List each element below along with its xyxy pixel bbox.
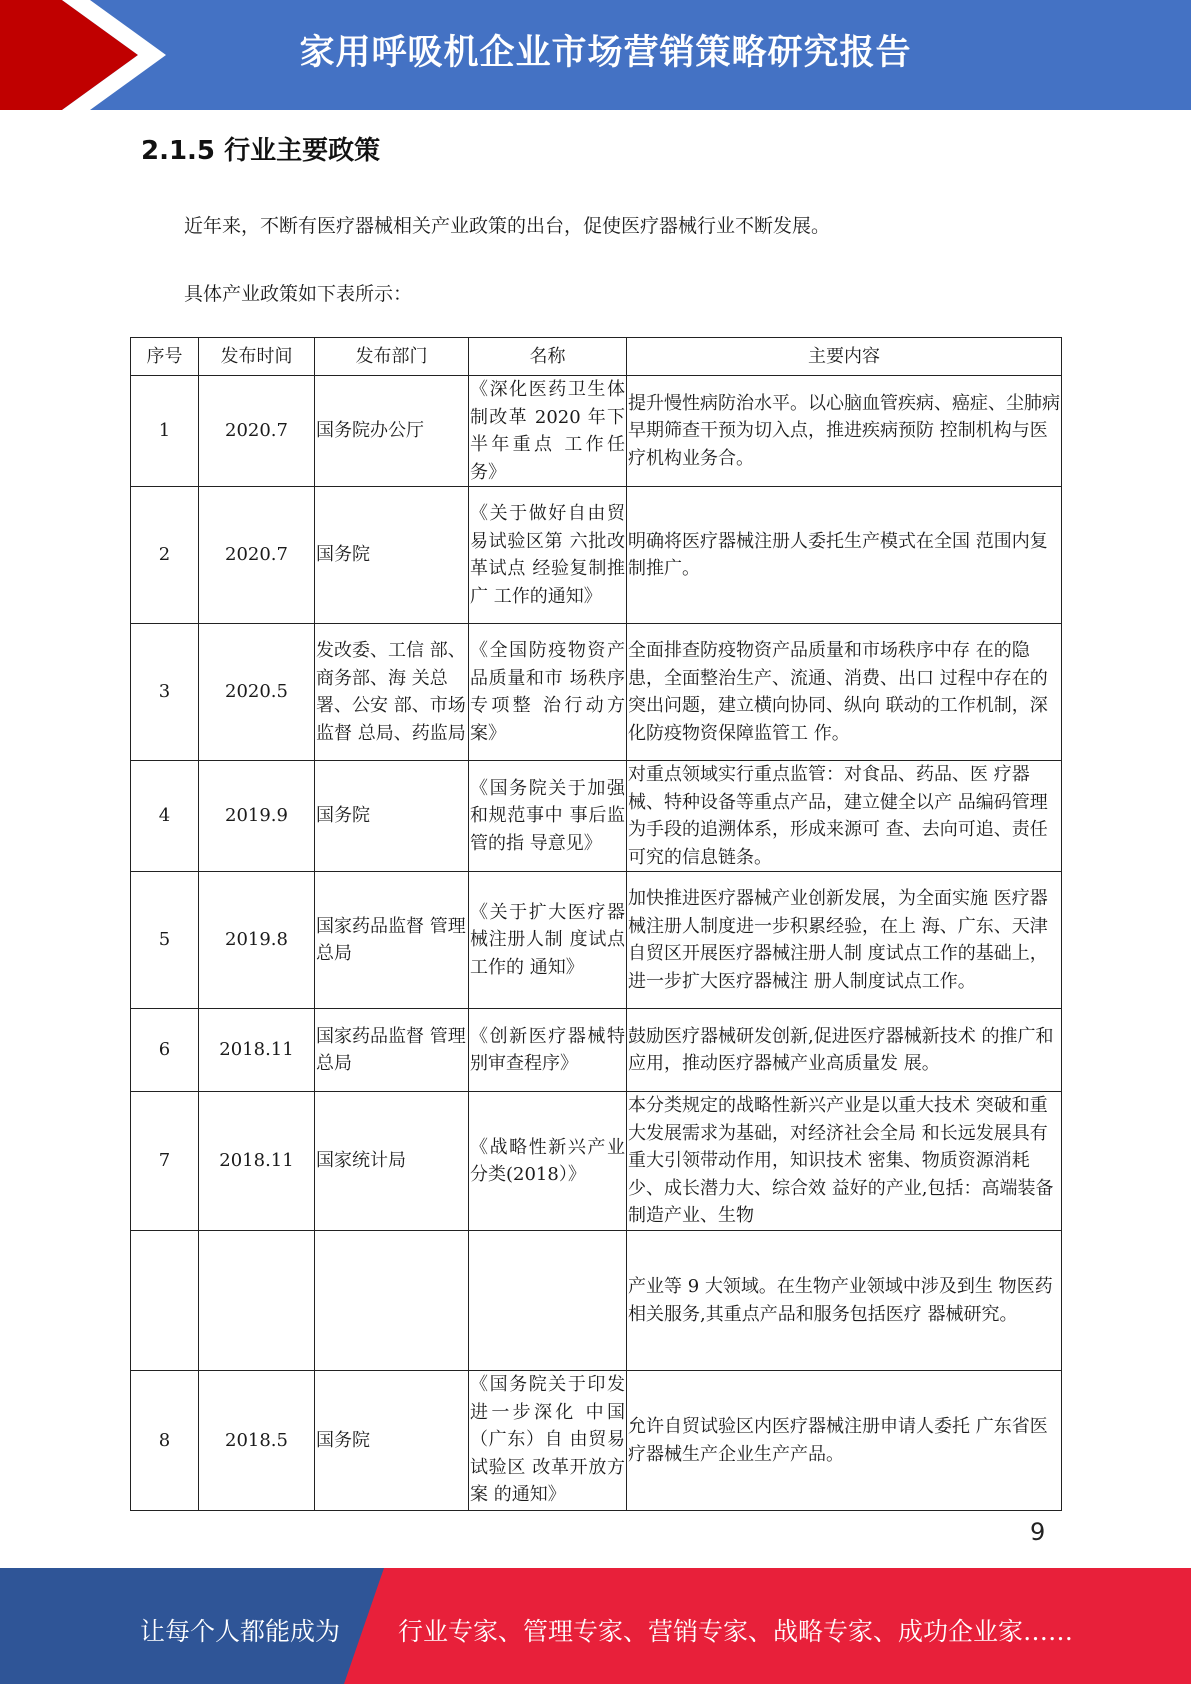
cell-content: 提升慢性病防治水平。以心脑血管疾病、癌症、尘肺病早期筛查干预为切入点，推进疾病预防 控制机构与医疗机构业务合。 bbox=[627, 376, 1062, 487]
table-header-row bbox=[131, 338, 1062, 376]
cell-date: 2019.9 bbox=[199, 761, 315, 872]
table-row bbox=[131, 1231, 1062, 1371]
cell-content: 允许自贸试验区内医疗器械注册申请人委托 广东省医疗器械生产企业生产产品。 bbox=[627, 1371, 1062, 1511]
footer-slogan-right: 行业专家、管理专家、营销专家、战略专家、成功企业家…… bbox=[398, 1617, 1074, 1646]
cell-date: 2020.7 bbox=[199, 376, 315, 487]
cell-seq: 1 bbox=[131, 376, 199, 487]
header-date: 发布时间 bbox=[199, 338, 315, 376]
cell-dept: 发改委、工信 部、商务部、海 关总署、公安 部、市场监督 总局、药监局 bbox=[315, 624, 469, 761]
cell-name bbox=[469, 1231, 627, 1371]
page-number: 9 bbox=[1030, 1518, 1046, 1546]
cell-seq: 8 bbox=[131, 1371, 199, 1511]
cell-seq bbox=[131, 1231, 199, 1371]
cell-seq: 3 bbox=[131, 624, 199, 761]
cell-dept: 国家统计局 bbox=[315, 1092, 469, 1231]
cell-seq: 5 bbox=[131, 872, 199, 1009]
cell-name: 《战略性新兴产业分类(2018）》 bbox=[469, 1092, 627, 1231]
cell-name: 《创新医疗器械特别审查程序》 bbox=[469, 1009, 627, 1092]
table-row bbox=[131, 624, 1062, 761]
cell-name: 《国务院关于印发进一步深化 中国（广东）自 由贸易试验区 改革开放方案 的通知》 bbox=[470, 1374, 625, 1505]
cell-dept: 国务院办公厅 bbox=[315, 376, 469, 487]
table-row bbox=[131, 872, 1062, 1009]
cell-content: 产业等 9 大领域。在生物产业领域中涉及到生 物医药相关服务,其重点产品和服务包括医疗 器械研究。 bbox=[627, 1231, 1062, 1371]
table-row bbox=[131, 761, 1062, 872]
cell-date: 2020.5 bbox=[199, 624, 315, 761]
cell-seq: 7 bbox=[131, 1092, 199, 1231]
cell-name: 《国务院关于加强和规范事中 事后监管的指 导意见》 bbox=[469, 761, 627, 872]
cell-seq: 6 bbox=[131, 1009, 199, 1092]
table-row bbox=[131, 1009, 1062, 1092]
cell-dept: 国家药品监督 管理总局 bbox=[315, 1009, 469, 1092]
cell-dept: 国务院 bbox=[315, 761, 469, 872]
page-header bbox=[0, 0, 1191, 110]
footer-slogan-left: 让每个人都能成为 bbox=[140, 1617, 341, 1646]
cell-content: 加快推进医疗器械产业创新发展，为全面实施 医疗器械注册人制度进一步积累经验，在上 海、广东、天津自贸区开展医疗器械注册人制 度试点工作的基础上，进一步扩大医疗器械注 册人制度试点工作。 bbox=[627, 872, 1062, 1009]
cell-name: 《关于做好自由贸易试验区第 六批改革试点 经验复制推广 工作的通知》 bbox=[469, 487, 627, 624]
intro-paragraph: 近年来，不断有医疗器械相关产业政策的出台，促使医疗器械行业不断发展。 bbox=[184, 215, 831, 237]
section-heading: 2.1.5 行业主要政策 bbox=[141, 136, 381, 166]
cell-content: 全面排查防疫物资产品质量和市场秩序中存 在的隐患，全面整治生产、流通、消费、出口 过程中存在的突出问题，建立横向协同、纵向 联动的工作机制，深化防疫物资保障监管工 作。 bbox=[627, 624, 1062, 761]
cell-dept: 国务院 bbox=[315, 487, 469, 624]
table-row bbox=[131, 487, 1062, 624]
cell-content: 鼓励医疗器械研发创新,促进医疗器械新技术 的推广和应用，推动医疗器械产业高质量发 展。 bbox=[627, 1009, 1062, 1092]
header-seq: 序号 bbox=[131, 338, 199, 376]
cell-seq: 2 bbox=[131, 487, 199, 624]
cell-date: 2018.5 bbox=[199, 1371, 315, 1511]
cell-date: 2019.8 bbox=[199, 872, 315, 1009]
cell-name: 《深化医药卫生体制改革 2020 年下半年重点 工作任务》 bbox=[469, 376, 627, 487]
cell-dept: 国务院 bbox=[315, 1371, 469, 1511]
policy-table bbox=[130, 337, 1062, 1511]
cell-content: 明确将医疗器械注册人委托生产模式在全国 范围内复制推广。 bbox=[627, 487, 1062, 624]
cell-date: 2020.7 bbox=[199, 487, 315, 624]
cell-dept bbox=[315, 1231, 469, 1371]
cell-dept: 国家药品监督 管理总局 bbox=[315, 872, 469, 1009]
cell-name: 《全国防疫物资产品质量和市 场秩序专项整 治行动方案》 bbox=[469, 624, 627, 761]
report-title: 家用呼吸机企业市场营销策略研究报告 bbox=[299, 33, 912, 73]
table-intro-paragraph: 具体产业政策如下表所示： bbox=[184, 283, 413, 305]
cell-seq: 4 bbox=[131, 761, 199, 872]
table-row bbox=[131, 1371, 1062, 1511]
cell-date: 2018.11 bbox=[199, 1009, 315, 1092]
header-dept: 发布部门 bbox=[315, 338, 469, 376]
cell-name-container bbox=[469, 1371, 627, 1511]
cell-date: 2018.11 bbox=[199, 1092, 315, 1231]
cell-name: 《关于扩大医疗器械注册人制 度试点工作的 通知》 bbox=[469, 872, 627, 1009]
cell-content: 本分类规定的战略性新兴产业是以重大技术 突破和重大发展需求为基础，对经济社会全局 和长远发展具有重大引领带动作用，知识技术 密集、物质资源消耗少、成长潜力大、综合效 益好的产业,包括：高端装备制造产业、生物 bbox=[627, 1092, 1062, 1231]
cell-content: 对重点领域实行重点监管：对食品、药品、医 疗器械、特种设备等重点产品，建立健全以产 品编码管理为手段的追溯体系，形成来源可 查、去向可追、责任可究的信息链条。 bbox=[627, 761, 1062, 872]
table-row bbox=[131, 376, 1062, 487]
header-content: 主要内容 bbox=[627, 338, 1062, 376]
cell-date bbox=[199, 1231, 315, 1371]
header-name: 名称 bbox=[469, 338, 627, 376]
table-row bbox=[131, 1092, 1062, 1231]
